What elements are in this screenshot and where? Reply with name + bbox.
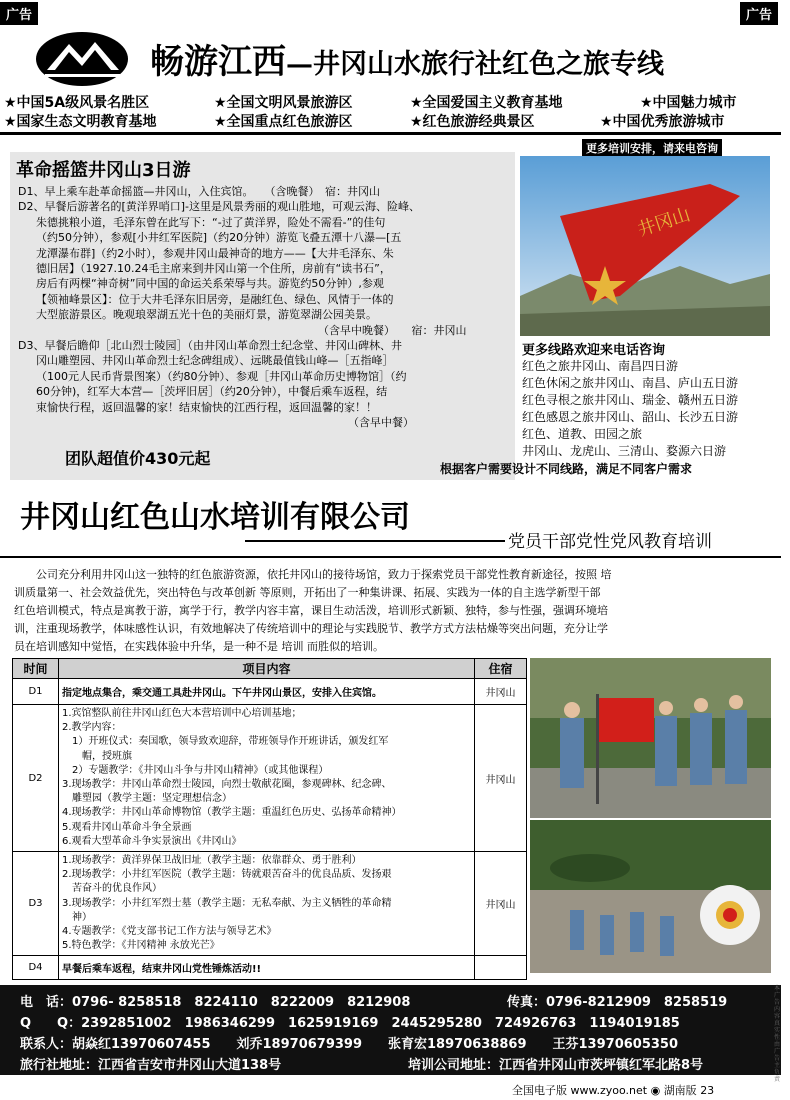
more-routes-heading: 更多线路欢迎来电话咨询 xyxy=(522,343,666,358)
routes-list xyxy=(522,358,738,460)
tour-itinerary xyxy=(18,184,513,431)
divider xyxy=(0,132,781,135)
table-header-row xyxy=(13,659,527,679)
content-cell xyxy=(59,852,475,956)
intro-line: 训，注重现场教学，体味感性认识，有效地解决了传统培训中的理论与实践脱节、教学方式方法枯燥等突出问题，充分让学 xyxy=(14,622,608,635)
route-item: 井冈山、龙虎山、三清山、婺源六日游 xyxy=(522,444,727,458)
route-item: 红色、道教、田园之旅 xyxy=(522,427,643,441)
page-footer xyxy=(512,1082,714,1098)
col-header: 时间 xyxy=(13,659,59,679)
itinerary-line: （含早中餐） xyxy=(348,416,414,430)
highlight: ★中国5A级风景名胜区 xyxy=(4,95,150,111)
content-line: 4.现场教学：井冈山革命博物馆（教学主题：重温红色历史、弘扬革命精神） xyxy=(62,807,402,819)
mountain-logo xyxy=(35,30,130,88)
col-header: 住宿 xyxy=(475,659,527,679)
content-line: 1.宾馆整队前往井冈山红色大本营培训中心培训基地； xyxy=(62,708,302,719)
highlight: ★红色旅游经典景区 xyxy=(410,114,535,130)
content-line: 指定地点集合，乘交通工具赴井冈山。下午井冈山景区，安排入住宾馆。 xyxy=(62,688,382,699)
qq-row: Q Q：2392851002 1986346299 1625919169 2445295280 724926763 1194019185 xyxy=(20,1016,680,1031)
company-name: 井冈山红色山水培训有限公司 xyxy=(20,500,410,535)
more-training-note: 更多培训安排，请来电咨询 xyxy=(582,139,722,157)
day-cell: D2 xyxy=(13,705,59,852)
itinerary-line: （含早中晚餐） 宿：井冈山 xyxy=(318,323,467,337)
day-cell: D3 xyxy=(13,852,59,956)
route-item: 红色之旅井冈山、南昌四日游 xyxy=(522,359,679,373)
edition: 湖南版 xyxy=(663,1084,697,1097)
intro-line: 训质量第一、社会效益优先，突出特色与改革创新 等原则，开拓出了一种集讲课、拓展、实践为一体的自主选学新型干部 xyxy=(14,586,601,599)
content-line: 帽，授班旗 xyxy=(62,750,132,762)
itinerary-line: （100元人民币背景图案）（约80分钟）、参观［井冈山革命历史博物馆］（约 xyxy=(36,369,407,383)
itinerary-line: 德旧居】（1927.10.24毛主席来到井冈山第一个住所，房前有“读书石”， xyxy=(36,262,391,276)
content-line: 6.观看大型革命斗争实景演出《井冈山》 xyxy=(62,835,242,847)
content-line: 1）开班仪式：奏国歌，领导致欢迎辞，带班领导作开班讲话，颁发红军 xyxy=(62,736,389,748)
content-line: 3.现场教学：小井红军烈士墓（教学主题：无私奉献、为主义牺牲的革命精 xyxy=(62,897,392,909)
content-line: 神） xyxy=(62,911,92,923)
intro-line: 员在培训感知中觉悟，在实践体验中升华，是一种不是 培训 而胜似的培训。 xyxy=(14,640,384,653)
itinerary-line: （约50分钟），参观[小井红军医院]（约20分钟）游览飞叠五潭十八瀑—[五 xyxy=(36,231,402,245)
monument-text: 井冈山 xyxy=(635,204,693,241)
content-cell xyxy=(59,956,475,980)
itinerary-line: D2、早餐后游著名的[黄洋界哨口]-这里是风景秀丽的观山胜地，可观云海、险峰、 xyxy=(18,200,421,214)
site-url: 全国电子版 www.zyoo.net xyxy=(512,1084,648,1097)
highlight: ★中国魅力城市 xyxy=(640,95,737,111)
intro-line: 红色培训模式，特点是寓教于游，寓学于行，教学内容丰富，课目生动活泼，培训形式新颖、独特，参与性强，强调环境培 xyxy=(14,604,608,617)
company-address: 培训公司地址：江西省井冈山市茨坪镇红军北路8号 xyxy=(408,1058,704,1073)
ad-label-left: 广告 xyxy=(0,2,38,25)
contacts-row: 联系人：胡焱红13970607455 刘乔18970679399 张育宏18970638869 王芬13970605350 xyxy=(20,1037,679,1052)
itinerary-line: 大型旅游景区。晚观琅翠湖五光十色的美丽灯景，游览翠湖公园美景。 xyxy=(36,308,377,322)
itinerary-line: 房后有两棵“神奇树”同中国的命运关系荣辱与共。游览约50分钟）,参观 xyxy=(36,277,384,291)
content-cell xyxy=(59,705,475,852)
stay-cell xyxy=(475,956,527,980)
company-slogan: 党员干部党性党风教育培训 xyxy=(508,532,712,552)
custom-route-note: 根据客户需要设计不同线路，满足不同客户需求 xyxy=(440,462,693,476)
highlight: ★全国爱国主义教育基地 xyxy=(410,95,563,111)
divider xyxy=(245,540,505,542)
memorial-photo xyxy=(530,820,771,973)
route-item: 红色休闲之旅井冈山、南昌、庐山五日游 xyxy=(522,376,739,390)
table-row xyxy=(13,705,527,852)
page-number: 23 xyxy=(700,1084,715,1097)
itinerary-line: D3、早餐后瞻仰［北山烈士陵园］（由井冈山革命烈士纪念堂、井冈山碑林、井 xyxy=(18,339,402,353)
itinerary-line: 【领袖峰景区】：位于大井毛泽东旧居旁，是融红色、绿色、风情于一体的 xyxy=(36,292,394,306)
divider xyxy=(0,556,781,558)
route-item: 红色感恩之旅井冈山、韶山、长沙五日游 xyxy=(522,410,739,424)
monument-photo xyxy=(520,156,770,336)
content-line: 5.特色教学：《井冈精神 永放光芒》 xyxy=(62,940,220,952)
table-row xyxy=(13,679,527,705)
phone-row: 电 话：0796- 8258518 8224110 8222009 8212908 xyxy=(20,995,411,1010)
itinerary-line: 冈山雕塑园、井冈山革命烈士纪念碑组成）、远眺最值钱山峰—［五指峰］ xyxy=(36,354,394,368)
table-row xyxy=(13,852,527,956)
content-line: 4.专题教学：《党支部书记工作方法与领导艺术》 xyxy=(62,926,277,938)
content-line: 3.现场教学：井冈山革命烈士陵园，向烈士敬献花圈，参观碑林、纪念碑、 xyxy=(62,779,392,791)
page-title: 畅游江西—井冈山水旅行社红色之旅专线 xyxy=(150,42,664,82)
stay-cell: 井冈山 xyxy=(475,705,527,852)
ad-label-right: 广告 xyxy=(740,2,778,25)
highlight: ★中国优秀旅游城市 xyxy=(600,114,725,130)
content-line: 2.现场教学：小井红军医院（教学主题：铸就艰苦奋斗的优良品质、发扬艰 xyxy=(62,869,392,881)
content-line: 雕塑园（教学主题：坚定理想信念） xyxy=(62,793,232,805)
table-row xyxy=(13,956,527,980)
company-intro xyxy=(14,566,774,656)
content-line: 1.现场教学：黄洋界保卫战旧址（教学主题：依靠群众、勇于胜利） xyxy=(62,855,362,867)
itinerary-line: 60分钟)，红军大本营—［茨坪旧居］（约20分钟），中餐后乘车返程，结 xyxy=(36,385,388,399)
content-line: 2.教学内容： xyxy=(62,722,122,734)
price-label: 团队超值价430元起 xyxy=(65,449,211,468)
route-item: 红色寻根之旅井冈山、瑞金、赣州五日游 xyxy=(522,393,739,407)
col-header: 项目内容 xyxy=(59,659,475,679)
highlight: ★国家生态文明教育基地 xyxy=(4,114,157,130)
agency-address: 旅行社地址：江西省吉安市井冈山大道138号 xyxy=(20,1058,282,1073)
group-photo-flag xyxy=(530,658,771,818)
itinerary-line: 束愉快行程，返回温馨的家！结束愉快的江西行程，返回温馨的家！！ xyxy=(36,400,377,414)
fax-row: 传真：0796-8212909 8258519 xyxy=(507,995,728,1010)
highlight: ★全国文明风景旅游区 xyxy=(214,95,353,111)
intro-line: 公司充分利用井冈山这一独特的红色旅游资源，依托井冈山的接待场馆，致力于探索党员干部党性教育新途径，按照 培 xyxy=(36,568,612,581)
highlight: ★全国重点红色旅游区 xyxy=(214,114,353,130)
content-line: 2）专题教学：《井冈山斗争与井冈山精神》（或其他课程） xyxy=(62,764,329,776)
stay-cell: 井冈山 xyxy=(475,852,527,956)
content-line: 苦奋斗的优良作风） xyxy=(62,883,162,895)
content-cell xyxy=(59,679,475,705)
itinerary-line: 龙潭瀑布群]（约2小时），参观井冈山最神奇的地方——【大井毛泽东、朱 xyxy=(36,246,394,260)
globe-icon: ◉ xyxy=(650,1084,661,1097)
itinerary-line: 朱德挑粮小道，毛泽东曾在此写下：“-过了黄洋界，险处不需看-”的佳句 xyxy=(36,215,386,229)
stay-cell: 井冈山 xyxy=(475,679,527,705)
itinerary-line: D1、早上乘车赴革命摇篮—井冈山，入住宾馆。 （含晚餐） 宿：井冈山 xyxy=(18,185,380,198)
content-line: 5.观看井冈山革命斗争全景画 xyxy=(62,821,192,833)
tour-title: 革命摇篮井冈山3日游 xyxy=(16,160,191,181)
side-note: 本广告内容真实性由广告主负责 xyxy=(774,985,781,1083)
day-cell: D1 xyxy=(13,679,59,705)
day-cell: D4 xyxy=(13,956,59,980)
contact-footer xyxy=(0,985,781,1075)
content-line: 早餐后乘车返程，结束井冈山党性锤炼活动!! xyxy=(62,964,262,976)
schedule-table xyxy=(12,658,527,980)
